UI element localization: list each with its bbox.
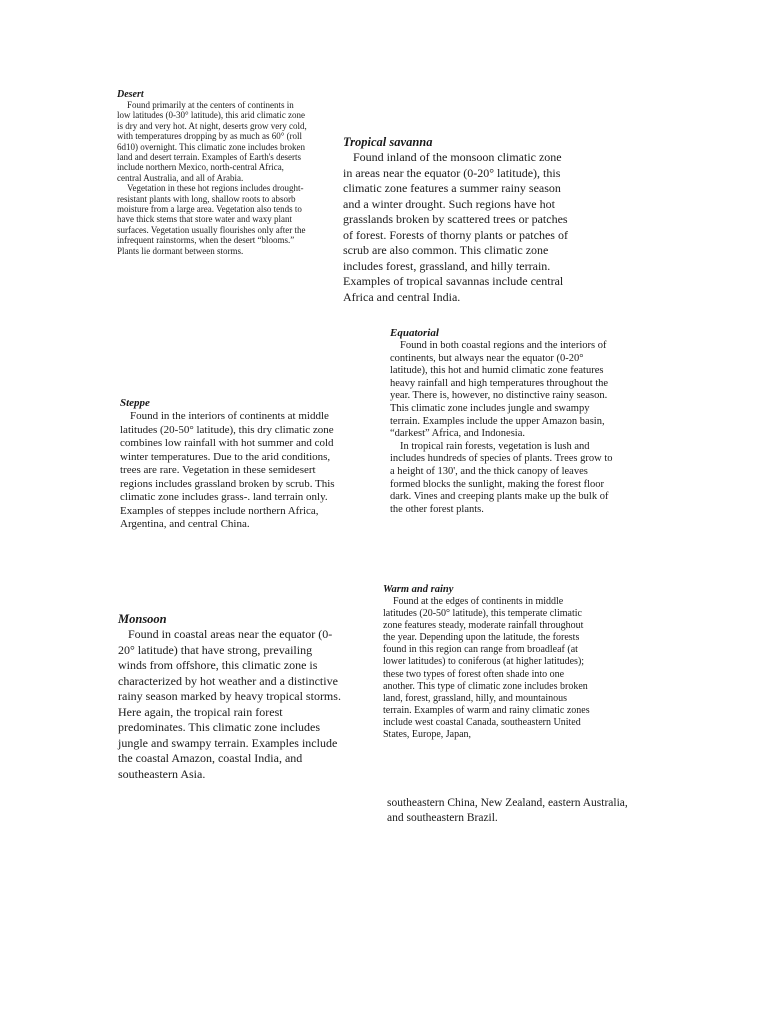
desert-section: [117, 89, 307, 256]
desert-paragraph-2: Vegetation in these hot regions includes drought-resistant plants with long, shallow roots to absorb moisture from a large area. Vegetation also tends to have thick stems that store water and waxy plant surfaces. Vegetation usually flourishes only after the infrequent rainstorms, when the desert “blooms.” Plants lie dormant between storms.: [117, 183, 306, 256]
warm-and-rainy-section: [383, 584, 598, 741]
steppe-section: [120, 396, 335, 532]
monsoon-heading: Monsoon: [118, 612, 167, 626]
equatorial-section: [390, 327, 615, 516]
tropical-savanna-section: [343, 135, 573, 305]
steppe-heading: Steppe: [120, 397, 150, 409]
continuation-text: southeastern China, New Zealand, eastern Australia, and southeastern Brazil.: [387, 797, 628, 824]
steppe-paragraph: Found in the interiors of continents at middle latitudes (20-50° latitude), this dry climatic zone combines low rainfall with hot summer and cold winter temperatures. Due to the arid conditions, trees are rare. Vegetation in these semidesert regions includes grassland broken by scrub. This climatic zone includes grass-. land terrain only. Examples of steppes include northern Africa, Argentina, and central China.: [120, 410, 335, 530]
monsoon-paragraph: Found in coastal areas near the equator (0-20° latitude) that have strong, prevailing winds from offshore, this climatic zone is characterized by hot weather and a distinctive rainy season marked by heavy tropical storms. Here again, the tropical rain forest predominates. This climatic zone includes jungle and swampy terrain. Examples include the coastal Amazon, coastal India, and southeastern Asia.: [118, 627, 341, 781]
desert-heading: Desert: [117, 89, 144, 100]
equatorial-paragraph-1: Found in both coastal regions and the interiors of continents, but always near the equator (0-20° latitude), this hot and humid climatic zone features heavy rainfall and high temperatures throughout the year. There is, however, no distinctive rainy season. This climatic zone includes jungle and swampy terrain. Examples include the upper Amazon basin, “darkest” Africa, and Indonesia.: [390, 340, 609, 440]
desert-paragraph-1: Found primarily at the centers of continents in low latitudes (0-30° latitude), this arid climatic zone is dry and very hot. At night, deserts grow very cold, with temperatures dropping by as much as 60° (roll 6d10) overnight. This climatic zone includes broken land and desert terrain. Examples of Earth's deserts include northern Mexico, north-central Africa, central Australia, and all of Arabia.: [117, 100, 307, 183]
warm-and-rainy-continuation: [387, 796, 637, 826]
equatorial-heading: Equatorial: [390, 327, 439, 339]
monsoon-section: [118, 612, 343, 782]
tropical-savanna-paragraph: Found inland of the monsoon climatic zone in areas near the equator (0-20° latitude), this climatic zone features a summer rainy season and a winter drought. Such regions have hot grasslands broken by scattered trees or patches of forest. Forests of thorny plants or patches of scrub are also common. This climatic zone includes forest, grassland, and hilly terrain. Examples of tropical savannas include central Africa and central India.: [343, 150, 568, 304]
warm-and-rainy-heading: Warm and rainy: [383, 584, 454, 595]
tropical-savanna-heading: Tropical savanna: [343, 135, 433, 149]
equatorial-paragraph-2: In tropical rain forests, vegetation is lush and includes hundreds of species of plants. Trees grow to a height of 130', and the thick canopy of leaves formed blocks the sunlight, making the forest floor dark. Vines and creeping plants make up the bulk of the other forest plants.: [390, 440, 613, 515]
warm-and-rainy-paragraph: Found at the edges of continents in middle latitudes (20-50° latitude), this temperate climatic zone features steady, moderate rainfall throughout the year. Depending upon the latitude, the forests found in this region can range from broadleaf (at lower latitudes) to coniferous (at higher latitudes); these two types of forest often shade into one another. This type of climatic zone includes broken land, forest, grassland, hilly, and mountainous terrain. Examples of warm and rainy climatic zones include west coastal Canada, southeastern United States, Europe, Japan,: [383, 596, 590, 741]
